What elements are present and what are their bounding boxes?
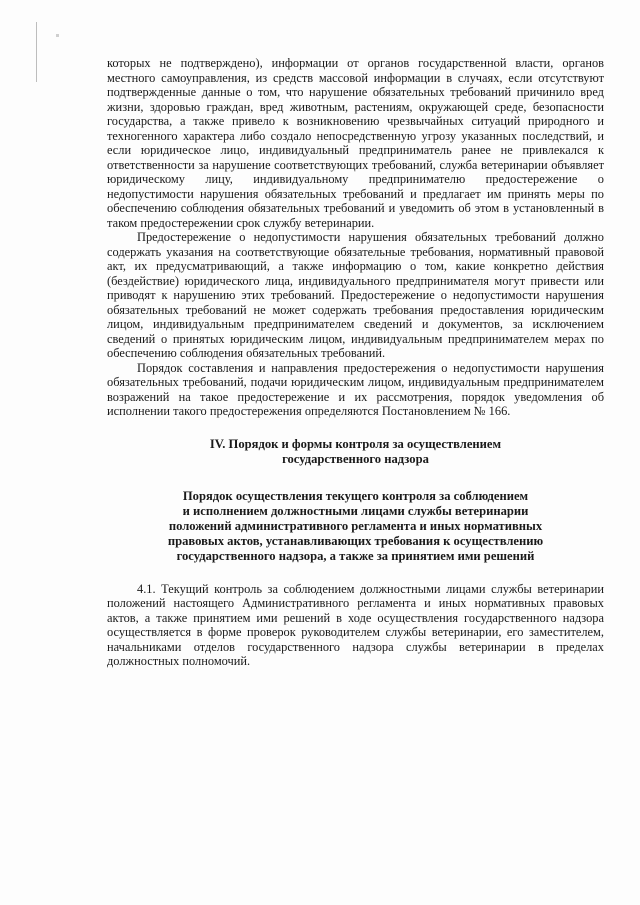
scan-speck (56, 34, 59, 37)
subsection-heading-line: государственного надзора, а также за принятием ими решений (176, 548, 535, 563)
binding-edge-line (36, 22, 37, 82)
paragraph-4-1: 4.1. Текущий контроль за соблюдением должностными лицами службы ветеринарии положений настоящего Административного регламента и иных нормативных правовых актов, а также принятием ими решений в ходе осуществления государственного надзора осуществляется в форме проверок руководителем службы ветеринарии, его заместителем, начальниками отделов государственного надзора службы ветеринарии в пределах должностных полномочий. (107, 581, 604, 668)
subsection-heading-line: Порядок осуществления текущего контроля за соблюдением (182, 488, 529, 503)
subsection-heading (107, 489, 604, 564)
document-body (107, 56, 604, 669)
paragraph-warning-content: Предостережение о недопустимости нарушения обязательных требований должно содержать указания на соответствующие обязательные требования, нормативный правовой акт, их предусматривающий, а также информацию о том, какие конкретно действия (бездействие) юридического лица, индивидуального предпринимателя могут привести или приводят к нарушению этих требований. Предостережение о недопустимости нарушения обязательных требований не может содержать требования предоставления юридическим лицом, индивидуальным предпринимателем сведений и документов, за исключением сведений о принятых юридическим лицом, индивидуальным предпринимателем мерах по обеспечению соблюдения обязательных требований. (107, 230, 604, 360)
subsection-heading-line: и исполнением должностными лицами службы ветеринарии (182, 503, 529, 518)
subsection-heading-line: положений административного регламента и иных нормативных (168, 518, 543, 533)
subsection-heading-line: правовых актов, устанавливающих требования к осуществлению (167, 533, 544, 548)
section-heading (107, 437, 604, 467)
paragraph-continuation: которых не подтверждено), информации от органов государственной власти, органов местного самоуправления, из средств массовой информации в случаях, если отсутствуют подтвержденные данные о том, что нарушение обязательных требований причинило вред жизни, здоровью граждан, вред животным, растениям, окружающей среде, безопасности государства, а также привело к возникновению чрезвычайных ситуаций природного и техногенного характера либо создало непосредственную угрозу указанных последствий, и если юридическое лицо, индивидуальный предприниматель ранее не привлекался к ответственности за нарушение соответствующих требований, служба ветеринарии объявляет юридическому лицу, индивидуальному предпринимателю предостережение о недопустимости нарушения обязательных требований и предлагает им принять меры по обеспечению соблюдения обязательных требований и уведомить об этом в установленный в таком предостережении срок службу ветеринарии. (107, 56, 604, 230)
paragraph-warning-procedure: Порядок составления и направления предостережения о недопустимости нарушения обязательных требований, подачи юридическим лицом, индивидуальным предпринимателем возражений на такое предостережение и их рассмотрения, порядок уведомления об исполнении такого предостережения определяются Постановлением № 166. (107, 360, 604, 418)
section-heading-line: государственного надзора (282, 451, 429, 466)
section-heading-line: IV. Порядок и формы контроля за осуществлением (209, 436, 502, 451)
